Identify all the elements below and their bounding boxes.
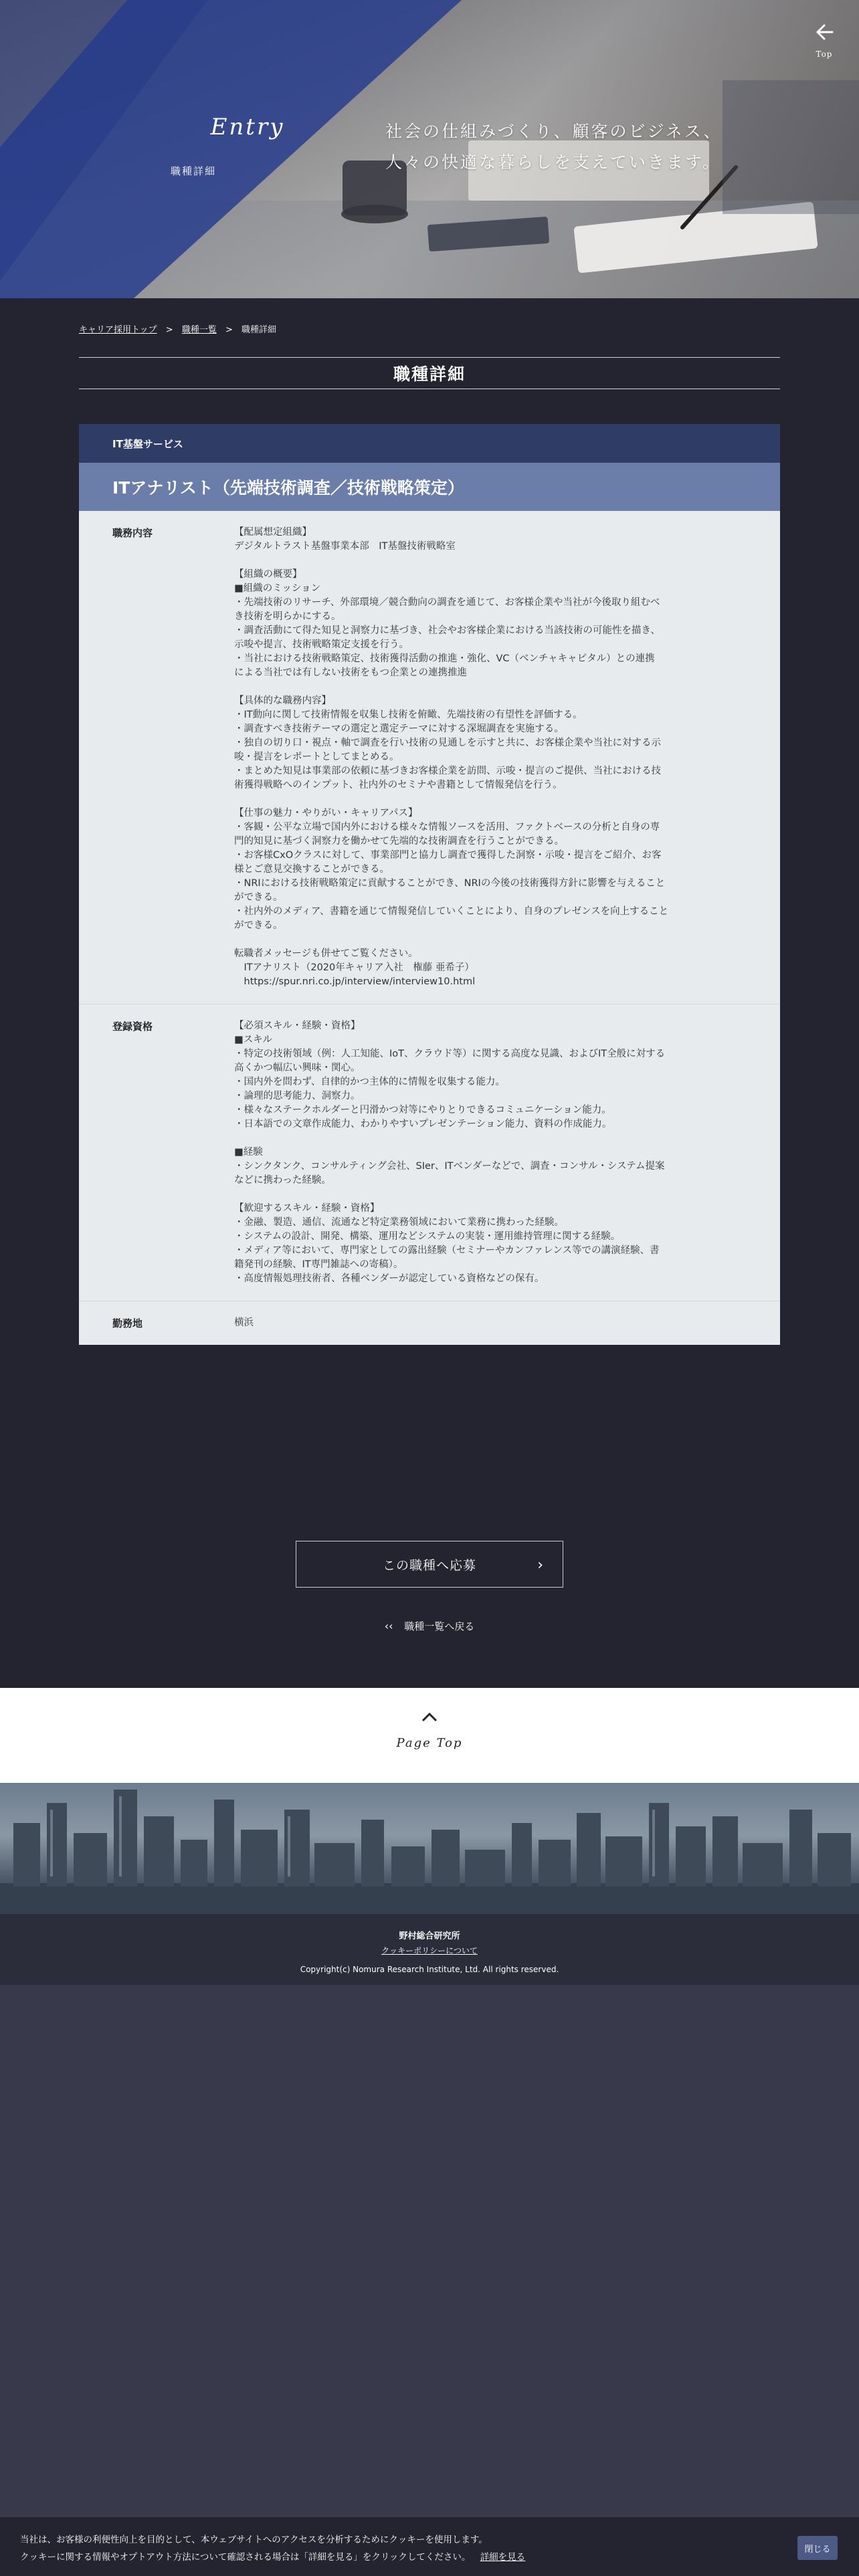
job-detail-line: ・メディア等において、専門家としての露出経験（セミナーやカンファレンス等での講演経験、書 [234, 1245, 660, 1256]
job-detail-line: ・調査活動にて得た知見と洞察力に基づき、社会やお客様企業における当該技術の可能性を描き、 [234, 625, 660, 636]
cookie-policy-link[interactable]: クッキーポリシーについて [381, 1946, 478, 1955]
breadcrumb-current: 職種詳細 [242, 325, 277, 335]
job-detail-content [234, 1004, 780, 1301]
hero-copy-line: 社会の仕組みづくり、顧客のビジネス、 [385, 122, 723, 141]
page-title: 職種詳細 [393, 364, 466, 384]
back-to-list-link[interactable] [0, 1619, 859, 1633]
job-detail-label: 勤務地 [112, 1317, 143, 1329]
job-detail-line: 様とご意見交換することができる。 [234, 864, 389, 875]
hero-copy-line: 人々の快適な暮らしを支えていきます。 [385, 152, 722, 172]
job-title: ITアナリスト（先端技術調査／技術戦略策定） [79, 463, 780, 511]
job-category: IT基盤サービス [79, 424, 780, 463]
job-detail-content [234, 1301, 780, 1345]
job-detail-content [234, 511, 780, 1004]
job-detail-line: 【仕事の魅力・やりがい・キャリアパス】 [234, 808, 418, 819]
cookie-message-line2-text: クッキーに関する情報やオプトアウト方法について確認される場合は「詳細を見る」をクリックしてください。 [20, 2552, 471, 2563]
job-detail-line: ・国内外を問わず、自律的かつ主体的に情報を収集する能力。 [234, 1077, 505, 1087]
cookie-message-line2 [20, 2549, 525, 2563]
job-detail-line: 横浜 [234, 1317, 254, 1328]
job-detail-line: 【組織の概要】 [234, 569, 302, 580]
job-detail-line: 籍発刊の経験、IT専門雑誌への寄稿）。 [234, 1259, 403, 1270]
job-detail-line: ■組織のミッション [234, 583, 321, 594]
job-detail-line: き技術を明らかにする。 [234, 611, 341, 622]
job-detail-line: 術獲得戦略へのインプット、社内外のセミナや書籍として情報発信を行う。 [234, 780, 563, 790]
job-detail-line: 門的知見に基づく洞察力を働かせて先端的な技術調査を行うことができる。 [234, 836, 564, 847]
main-content [0, 298, 859, 1688]
city-skyline-image [0, 1783, 859, 1914]
job-detail-line: ・特定の技術領域（例：人工知能、IoT、クラウド等）に関する高度な見識、およびIT全般に対する [234, 1049, 666, 1059]
job-detail-line: ・様々なステークホルダーと円滑かつ対等にやりとりできるコミュニケーション能力。 [234, 1105, 611, 1115]
job-detail-label: 職務内容 [112, 527, 153, 539]
breadcrumb-home-link[interactable]: キャリア採用トップ [79, 325, 157, 335]
job-detail-line: ・論理的思考能力、洞察力。 [234, 1091, 361, 1101]
job-detail-line: 【具体的な職務内容】 [234, 695, 331, 706]
job-detail-line: デジタルトラスト基盤事業本部 IT基盤技術戦略室 [234, 541, 456, 552]
blank-line [234, 933, 747, 947]
job-detail-table [79, 511, 780, 1345]
job-detail-line: ・当社における技術戦略策定、技術獲得活動の推進・強化、VC（ベンチャキャピタル）との連携 [234, 653, 655, 664]
page-top-button[interactable] [0, 1688, 859, 1783]
job-detail-line: ITアナリスト（2020年キャリア入社 権藤 亜希子） [234, 962, 474, 973]
job-detail-line: ・IT動向に関して技術情報を収集し技術を俯瞰、先端技術の有望性を評価する。 [234, 710, 583, 720]
job-detail-row [79, 511, 780, 1004]
top-button[interactable] [805, 20, 843, 68]
job-detail-line: ・客観・公平な立場で国内外における様々な情報ソースを活用、ファクトベースの分析と自身の専 [234, 822, 660, 833]
hero-catchcopy [385, 116, 760, 178]
job-detail-line: 【配属想定組織】 [234, 527, 312, 538]
top-button-label: Top [816, 49, 833, 59]
job-detail-line: ・まとめた知見は事業部の依頼に基づきお客様企業を訪問、示唆・提言のご提供、当社における技 [234, 766, 661, 776]
job-detail-row [79, 1301, 780, 1345]
job-detail-line: ・NRIにおける技術戦略策定に貢献することができ、NRIの今後の技術獲得方針に影響を与えること [234, 878, 666, 889]
footer-company-name: 野村総合研究所 [399, 1931, 460, 1941]
job-detail-line: による当社では有しない技術をもつ企業との連携推進 [234, 667, 467, 678]
cookie-consent-bar [0, 2517, 859, 2576]
job-detail-line: https://spur.nri.co.jp/interview/interview10.html [234, 976, 476, 987]
job-detail-line: ができる。 [234, 920, 283, 931]
job-detail-line: ・社内外のメディア、書籍を通じて情報発信していくことにより、自身のプレゼンスを向上すること [234, 906, 669, 917]
apply-button-label: この職種へ応募 [382, 1558, 476, 1573]
job-detail-line: ・お客様CxOクラスに対して、事業部門と協力し調査で獲得した洞察・示唆・提言をご紹介、お客 [234, 850, 662, 861]
site-footer [0, 1914, 859, 1985]
job-detail-line: ・先端技術のリサーチ、外部環境／競合動向の調査を通じて、お客様企業や当社が今後取り組むべ [234, 597, 660, 608]
job-detail-line: 唆・提言をレポートとしてまとめる。 [234, 752, 399, 762]
job-detail-line: 【歓迎するスキル・経験・資格】 [234, 1203, 380, 1214]
breadcrumb-list-link[interactable]: 職種一覧 [181, 325, 217, 335]
job-detail-line: などに携わった経験。 [234, 1175, 331, 1186]
skyline-graphic [0, 1783, 859, 1914]
chevron-right-icon: › [537, 1557, 544, 1574]
job-detail-label: 登録資格 [112, 1021, 153, 1033]
hero-subtitle: 職種詳細 [171, 165, 217, 177]
job-detail-line: 示唆や提言、技術戦略策定支援を行う。 [234, 639, 409, 650]
breadcrumb-separator: > [165, 325, 173, 335]
job-detail-line: ができる。 [234, 892, 283, 903]
cookie-details-link[interactable]: 詳細を見る [480, 2552, 526, 2563]
double-chevron-left-icon: ‹‹ [384, 1620, 393, 1632]
job-detail-line: ・シンクタンク、コンサルティング会社、SIer、ITベンダーなどで、調査・コンサル・システム提案 [234, 1161, 665, 1172]
job-card [79, 424, 780, 1345]
chevron-up-icon [419, 1711, 440, 1727]
cookie-message-line1: 当社は、お客様の利便性向上を目的として、本ウェブサイトへのアクセスを分析するためにクッキーを使用します。 [20, 2535, 488, 2545]
blank-line [234, 1132, 747, 1146]
job-detail-line: 【必須スキル・経験・資格】 [234, 1021, 361, 1031]
hero-banner [0, 0, 859, 298]
job-detail-line: ・日本語での文章作成能力、わかりやすいプレゼンテーション能力、資料の作成能力。 [234, 1119, 612, 1130]
job-detail-line: ・独自の切り口・視点・軸で調査を行い技術の見通しを示すと共に、お客様企業や当社に対する示 [234, 738, 661, 748]
hero-entry-label: Entry [210, 114, 285, 140]
job-detail-line: ■経験 [234, 1147, 263, 1158]
job-detail-line: ・高度情報処理技術者、各種ベンダーが認定している資格などの保有。 [234, 1273, 545, 1284]
breadcrumb-separator: > [225, 325, 233, 335]
blank-line [234, 792, 747, 807]
job-detail-line: ・金融、製造、通信、流通など特定業務領域において業務に携わった経験。 [234, 1217, 564, 1228]
blank-line [234, 554, 747, 568]
job-detail-line: 高くかつ幅広い興味・関心。 [234, 1063, 361, 1073]
hero-title [167, 114, 328, 140]
footer-copyright: Copyright(c) Nomura Research Institute, Ltd. All rights reserved. [300, 1965, 559, 1974]
job-detail-row [79, 1004, 780, 1301]
cookie-close-button[interactable]: 閉じる [797, 2536, 838, 2560]
back-to-list-label: 職種一覧へ戻る [404, 1620, 475, 1632]
job-detail-line: ・調査すべき技術テーマの選定と選定テーマに対する深堀調査を実施する。 [234, 724, 564, 734]
job-detail-line: ・システムの設計、開発、構築、運用などシステムの実装・運用維持管理に関する経験。 [234, 1231, 621, 1242]
arrow-left-icon [812, 20, 836, 44]
job-detail-line: 転職者メッセージも併せてご覧ください。 [234, 948, 418, 959]
page-top-label: Page Top [396, 1736, 463, 1750]
blank-line [234, 1188, 747, 1202]
breadcrumb [79, 322, 276, 335]
apply-button[interactable] [296, 1541, 563, 1588]
blank-line [234, 680, 747, 694]
job-detail-line: ■スキル [234, 1035, 273, 1045]
page-title-box [79, 357, 780, 389]
